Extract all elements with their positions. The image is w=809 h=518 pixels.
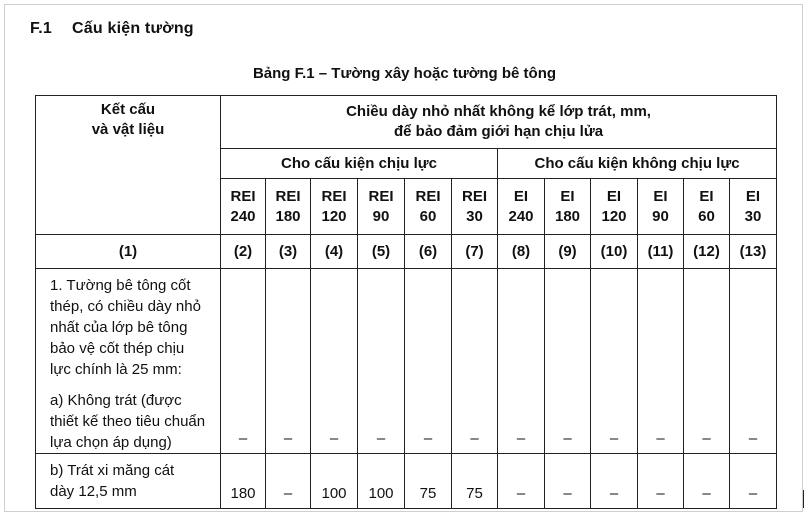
header-row-1	[36, 96, 777, 149]
value-cell: –	[730, 269, 777, 454]
row-a-line: lựa chọn áp dụng)	[50, 434, 172, 451]
column-number: (5)	[358, 235, 405, 269]
header-structure-material	[36, 96, 221, 235]
value-cell: –	[405, 269, 452, 454]
class-code: EI	[653, 187, 668, 205]
class-time: 240	[508, 207, 534, 225]
intro-line: nhất của lớp bê tông	[50, 319, 188, 336]
value-cell: 75	[452, 454, 498, 509]
row-a-line: thiết kế theo tiêu chuẩn	[50, 413, 206, 430]
section-number: F.1	[30, 20, 52, 37]
class-header-11	[638, 179, 684, 235]
header-min-thickness	[221, 96, 777, 149]
class-header-7	[452, 179, 498, 235]
value-cell: –	[358, 269, 405, 454]
class-code: EI	[513, 187, 529, 205]
value-cell: –	[311, 269, 358, 454]
class-code: REI	[368, 187, 394, 205]
table-row	[36, 454, 777, 509]
class-code: REI	[230, 187, 256, 205]
class-header-10	[591, 179, 638, 235]
class-header-2	[221, 179, 266, 235]
value-cell: –	[684, 269, 730, 454]
class-header-12	[684, 179, 730, 235]
header-structure-line2: và vật liệu	[91, 121, 165, 138]
value-cell: –	[266, 454, 311, 509]
class-code: EI	[606, 187, 622, 205]
intro-line: 1. Tường bê tông cốt	[50, 277, 191, 294]
value-cell: –	[266, 269, 311, 454]
class-time: 120	[321, 207, 347, 225]
value-cell: –	[638, 454, 684, 509]
column-number: (6)	[405, 235, 452, 269]
column-number: (10)	[591, 235, 638, 269]
class-header-3	[266, 179, 311, 235]
value-cell: –	[545, 269, 591, 454]
section-title: Cấu kiện tường	[72, 20, 194, 37]
value-cell: 100	[311, 454, 358, 509]
intro-line: bảo vệ cốt thép chịu	[50, 340, 185, 357]
value-cell: –	[684, 454, 730, 509]
class-time: 30	[744, 207, 762, 225]
row-label-b	[36, 454, 221, 509]
value-cell: 100	[358, 454, 405, 509]
class-code: EI	[560, 187, 575, 205]
class-time: 180	[554, 207, 581, 225]
intro-line: thép, có chiều dày nhỏ	[50, 298, 201, 315]
column-number: (4)	[311, 235, 358, 269]
value-cell: 75	[405, 454, 452, 509]
class-code: REI	[275, 187, 301, 205]
value-cell: –	[638, 269, 684, 454]
column-number: (2)	[221, 235, 266, 269]
value-cell: –	[730, 454, 777, 509]
fire-resistance-table	[35, 95, 777, 509]
column-number: (7)	[452, 235, 498, 269]
row-label-a	[36, 269, 221, 454]
header-thickness-line2: để bảo đảm giới hạn chịu lửa	[393, 123, 604, 140]
column-number: (3)	[266, 235, 311, 269]
class-code: REI	[415, 187, 441, 205]
table-caption: Bảng F.1 – Tường xây hoặc tường bê tông	[252, 65, 557, 82]
intro-line: lực chính là 25 mm:	[50, 361, 182, 378]
row-a-line: a) Không trát (được	[50, 392, 182, 409]
header-group-nonloadbearing: Cho cấu kiện không chịu lực	[498, 149, 777, 179]
value-cell: –	[591, 269, 638, 454]
value-cell: –	[498, 269, 545, 454]
column-number: (1)	[36, 235, 221, 269]
class-time: 180	[275, 207, 301, 225]
class-header-4	[311, 179, 358, 235]
value-cell: –	[591, 454, 638, 509]
column-number: (11)	[638, 235, 684, 269]
class-header-13	[730, 179, 777, 235]
row-b-line: b) Trát xi măng cát	[50, 462, 175, 479]
row-b-line: dày 12,5 mm	[50, 483, 137, 500]
class-time: 60	[698, 207, 715, 225]
class-header-8	[498, 179, 545, 235]
class-header-9	[545, 179, 591, 235]
column-number: (8)	[498, 235, 545, 269]
class-code: EI	[699, 187, 714, 205]
section-heading	[30, 20, 194, 38]
header-group-loadbearing: Cho cấu kiện chịu lực	[221, 149, 498, 179]
value-cell: –	[498, 454, 545, 509]
class-time: 240	[230, 207, 256, 225]
table-row	[36, 269, 777, 454]
class-header-6	[405, 179, 452, 235]
value-cell: 180	[221, 454, 266, 509]
spacer	[50, 380, 214, 390]
class-time: 30	[466, 207, 483, 225]
value-cell: –	[545, 454, 591, 509]
header-thickness-line1: Chiều dày nhỏ nhất không kể lớp trát, mm,	[346, 103, 651, 120]
column-number: (13)	[730, 235, 777, 269]
value-cell: –	[452, 269, 498, 454]
value-cell: –	[221, 269, 266, 454]
class-code: REI	[321, 187, 347, 205]
right-margin-bar	[803, 490, 804, 508]
class-code: EI	[745, 187, 761, 205]
class-time: 90	[372, 207, 390, 225]
header-row-column-numbers	[36, 235, 777, 269]
class-time: 60	[419, 207, 437, 225]
class-code: REI	[461, 187, 487, 205]
column-number: (9)	[545, 235, 591, 269]
class-header-5	[358, 179, 405, 235]
column-number: (12)	[684, 235, 730, 269]
class-time: 120	[601, 207, 627, 225]
header-structure-line1: Kết cấu	[100, 101, 156, 118]
class-time: 90	[652, 207, 669, 225]
